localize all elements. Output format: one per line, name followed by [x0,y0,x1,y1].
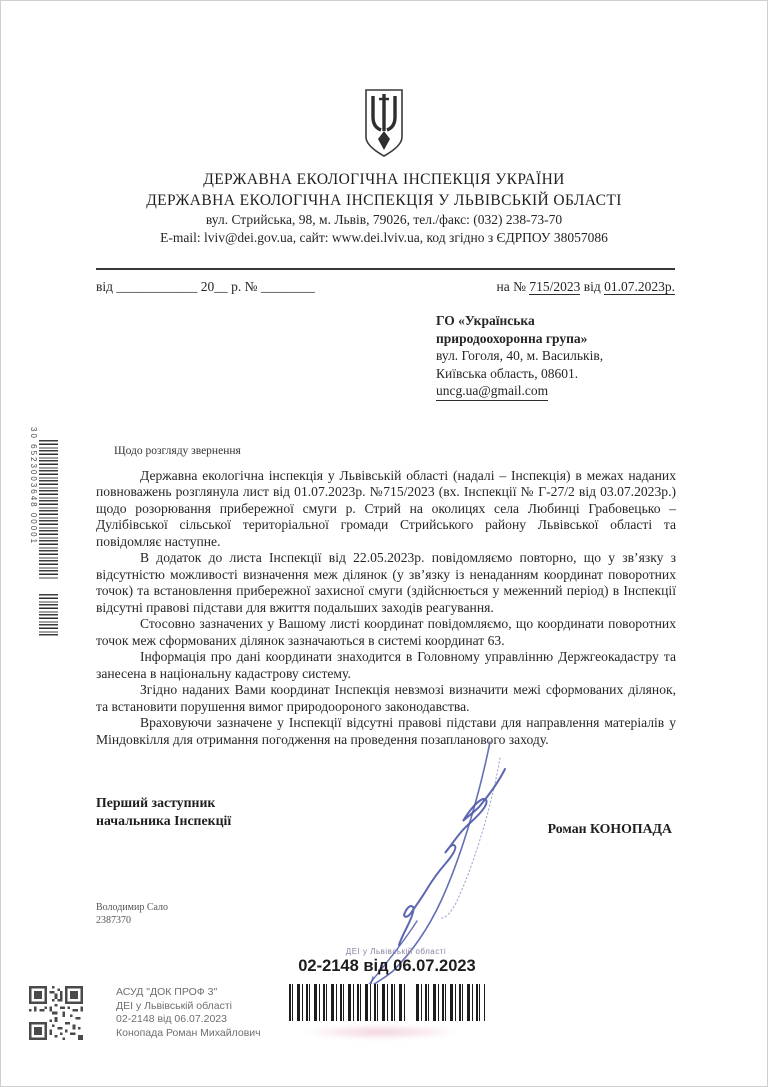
qr-code [29,986,83,1040]
signer-name: Роман КОНОПАДА [547,821,672,836]
header-divider [96,268,675,270]
recipient-address-line1: вул. Гоголя, 40, м. Васильків, [436,348,604,364]
executor-note [96,902,168,927]
recipient-email: uncg.ua@gmail.com [436,382,548,401]
outgoing-ref-line [96,279,315,295]
incoming-ref-line [497,279,676,295]
ref-out-year-label: 20__ р. № [200,279,258,294]
edms-footer [116,986,261,1040]
signer-position-line2: начальника Інспекції [96,813,232,828]
signer-position-line1: Перший заступник [96,795,216,810]
executor-name: Володимир Сало [96,902,169,913]
edms-reg-number: 02-2148 від 06.07.2023 [116,1013,227,1025]
signer-position [96,794,231,830]
edms-org: ДЕІ у Львівській області [116,999,233,1012]
recipient-block [436,312,767,401]
recipient-name-line1: ГО «Українська [436,313,535,328]
stamp-org-name: ДЕІ у Львівській області [345,947,447,956]
stamp-barcode [289,984,485,1021]
ukraine-trident-emblem [362,87,406,159]
body-paragraph: Державна екологічна інспекція у Львівській області (надалі – Інспекція) в межах наданих повноважень розглянула лист від 01.07.2023р. №715/2023 (вх. Інспекції № Г-27/2 від 03.07.2023р.) щодо розорювання прибережної смуги р. Стрий на околицях села Любинці Грабовецько – Дулібівської сільської територіальної громади Стрийського району Львівської області та повідомляє наступне. [96,467,676,549]
body-paragraph: Враховуючи зазначене у Інспекції відсутні правові підстави для направлення матеріалів у Міндовкілля для отримання погодження на проведення позапланового заходу. [96,715,676,747]
body-paragraph: Стосовно зазначених у Вашому листі координат повідомляємо, що координати поворотних точок меж сформованих ділянок зазначаються в системі координат 63. [96,616,676,648]
ref-in-number: 715/2023 [529,279,581,294]
edms-system: АСУД "ДОК ПРОФ 3" [116,986,218,998]
ref-in-prefix: на № [496,279,526,294]
ref-out-blank-date: ____________ [116,279,198,294]
org-name-secondary: ДЕРЖАВНА ЕКОЛОГІЧНА ІНСПЕКЦІЯ У ЛЬВІВСЬКІЙ ОБЛАСТІ [146,192,622,209]
ref-out-prefix: від [96,279,113,294]
org-address: вул. Стрийська, 98, м. Львів, 79026, тел./факс: (032) 238-73-70 [205,212,563,227]
ref-in-mid: від [583,279,601,294]
body-paragraph: Згідно наданих Вами координат Інспекція невзмозі визначити межі сформованих ділянок, та встановити порушення вимог природоороного законодавства. [96,682,676,714]
body-paragraph: В додаток до листа Інспекції від 22.05.2023р. повідомляємо повторно, що у зв’язку з відсутністю можливості визначення меж ділянок (у зв’язку із ненаданням координат поворотних точок) та встановлення прибережної захисної смуги (здійснюється у меженний період) в Інспекції відсутні правові підстави для вжиття подальших заходів реагування. [96,550,676,615]
executor-phone: 2387370 [96,914,131,926]
ref-in-date: 01.07.2023р. [604,279,675,294]
reference-row [96,279,675,295]
recipient-address-line2: Київська область, 08601. [436,365,579,381]
side-barcode [28,427,58,639]
edms-signer: Конопада Роман Михайлович [116,1026,261,1039]
letter-body [96,468,676,749]
side-barcode-bars [39,427,58,639]
body-paragraph: Інформація про дані координати знаходится в Головному управлінню Держгеокадастру та занесена в національну кадастрову систему. [96,649,676,681]
ref-out-blank-number: ________ [260,279,315,294]
stamp-smudge [301,1024,461,1040]
recipient-name-line2: природоохоронна група» [436,330,588,346]
subject-line: Щодо розгляду звернення [114,444,241,457]
org-contacts: E-mail: lviv@dei.gov.ua, сайт: www.dei.lviv.ua, код згідно з ЄДРПОУ 38057086 [160,230,608,245]
side-barcode-number: 30 6523003648 00001 [29,427,38,546]
stamp-registration-number: 02-2148 від 06.07.2023 [298,957,476,975]
org-name-primary: ДЕРЖАВНА ЕКОЛОГІЧНА ІНСПЕКЦІЯ УКРАЇНИ [203,171,565,188]
